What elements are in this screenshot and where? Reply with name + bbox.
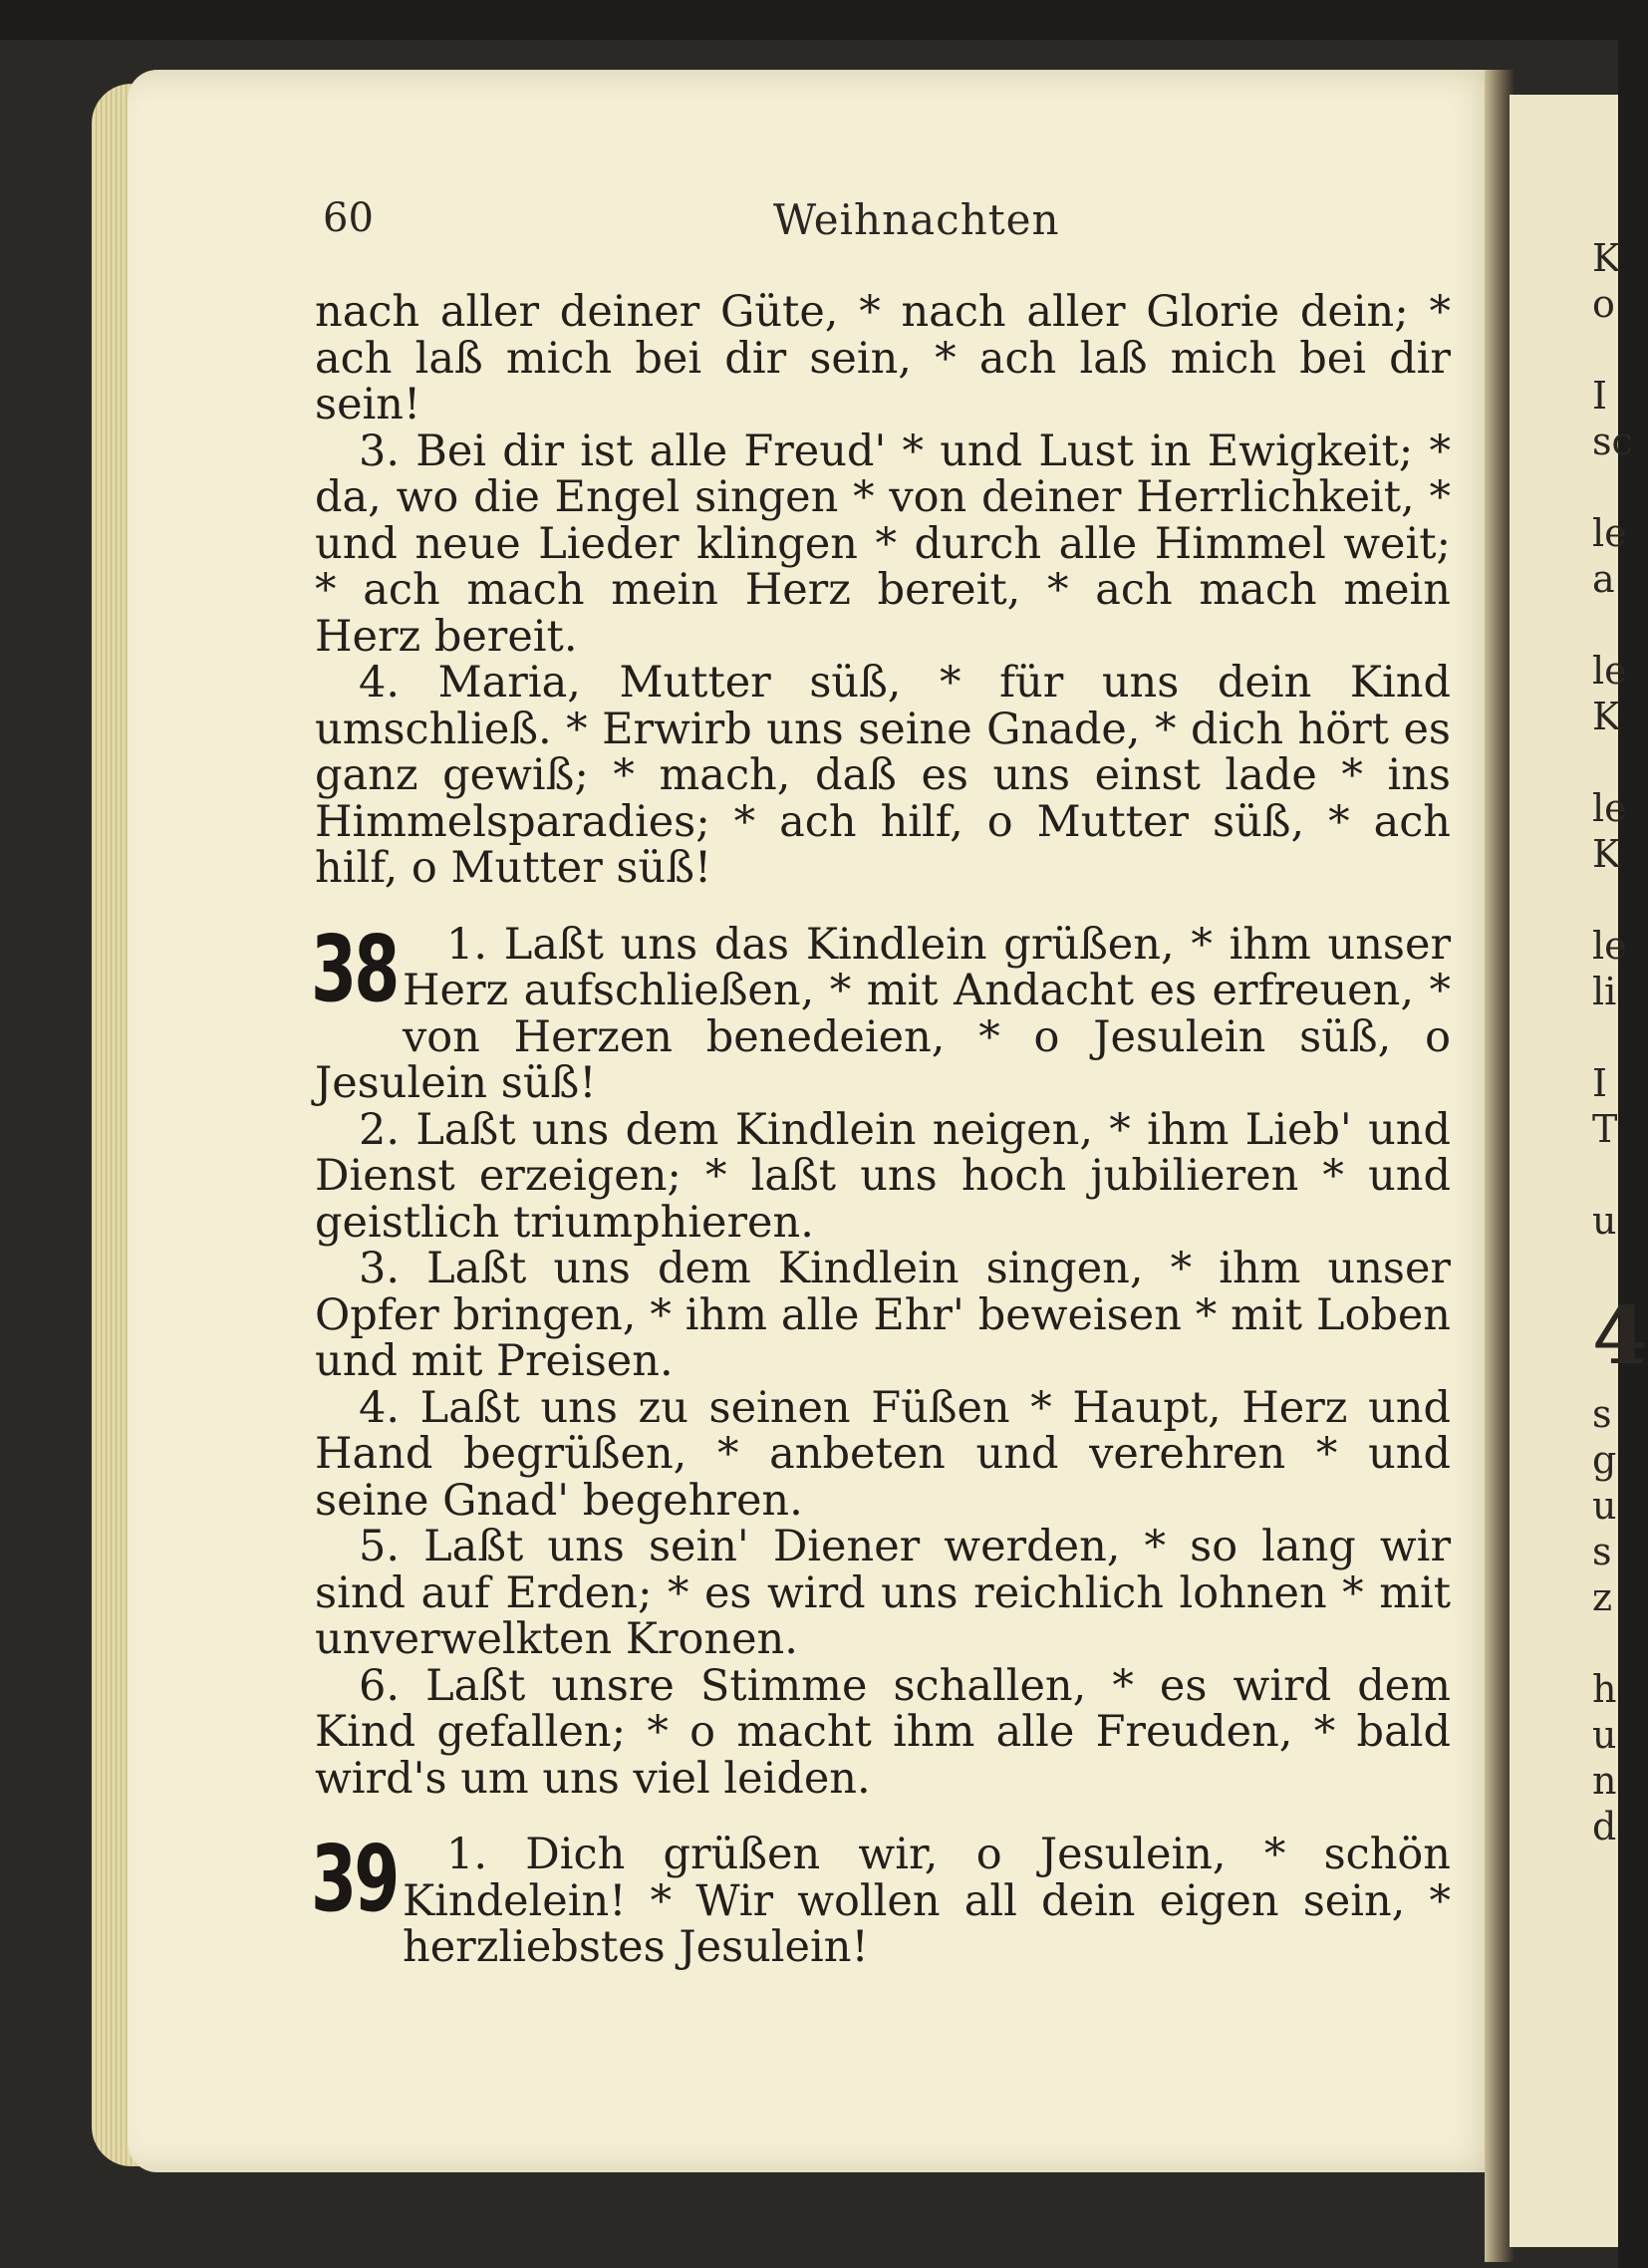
verse: 5. Laßt uns sein' Diener werden, * so lang wir sind auf Erden; * es wird uns reichlich lohnen * mit unverwelkten Kronen.: [315, 1522, 1451, 1664]
next-page-fragment: z: [1592, 1575, 1613, 1619]
next-page-fragment: a: [1592, 557, 1615, 601]
page-header: [315, 195, 1451, 255]
next-page: [1510, 95, 1621, 2247]
next-page-fragment: I: [1592, 374, 1608, 418]
verse: 6. Laßt unsre Stimme schallen, * es wird dem Kind gefallen; * o macht ihm alle Freuden, * bald wird's um uns viel leiden.: [315, 1660, 1451, 1804]
next-page-fragment: o: [1592, 282, 1615, 326]
page-number: 60: [323, 195, 374, 241]
next-page-fragment: g: [1592, 1438, 1617, 1482]
hymn-number: 38: [311, 915, 398, 1022]
verse: 3. Laßt uns dem Kindlein singen, * ihm unser Opfer bringen, * ihm alle Ehr' beweisen * mit Loben und mit Preisen.: [315, 1244, 1451, 1386]
next-page-fragment: h: [1592, 1667, 1617, 1711]
next-page-fragment: le: [1592, 786, 1627, 830]
verse-continuation: nach aller deiner Güte, * nach aller Glorie dein; * ach laß mich bei dir sein, * ach laß mich bei dir sein!: [315, 287, 1451, 429]
hymn-39: [311, 1826, 1451, 1972]
next-page-fragment: u: [1592, 1713, 1617, 1757]
next-page-fragment: li: [1592, 970, 1617, 1013]
verse: 1. Laßt uns das Kindlein grüßen, * ihm unser Herz aufschließen, * mit Andacht es erfreuen, * von Herzen benedeien, * o Jesulein süß, o Jesulein süß!: [315, 919, 1451, 1108]
next-page-fragment: le: [1592, 649, 1627, 693]
verse: 1. Dich grüßen wir, o Jesulein, * schön Kindelein! * Wir wollen all dein eigen sein, * herzliebstes Jesulein!: [403, 1830, 1451, 1972]
next-page-fragment: K: [1592, 832, 1621, 876]
next-page-fragment: s: [1592, 1530, 1612, 1573]
hymn-38: [311, 915, 1451, 1804]
verse: 4. Laßt uns zu seinen Füßen * Haupt, Herz und Hand begrüßen, * anbeten und verehren * und seine Gnad' begehren.: [315, 1382, 1451, 1526]
verse: 4. Maria, Mutter süß, * für uns dein Kind umschließ. * Erwirb uns seine Gnade, * dich hört es ganz gewiß; * mach, daß es uns einst lade * ins Himmelsparadies; * ach hilf, o Mutter süß, * ach hilf, o Mutter süß!: [315, 658, 1451, 893]
hymn-number: 39: [311, 1826, 398, 1932]
next-page-fragment: u: [1592, 1199, 1617, 1243]
next-page-fragment: le: [1592, 511, 1627, 555]
next-page-fragment: K: [1592, 236, 1621, 280]
next-page-fragment: d: [1592, 1805, 1617, 1848]
next-page-fragment: n: [1592, 1759, 1617, 1803]
page-content: [311, 287, 1451, 1972]
verse: 3. Bei dir ist alle Freud' * und Lust in Ewigkeit; * da, wo die Engel singen * von deiner Herrlichkeit, * und neue Lieder klingen * durch alle Himmel weit; * ach mach mein Herz bereit, * ach mach mein Herz bereit.: [315, 425, 1451, 662]
next-page-fragment: s: [1592, 1392, 1612, 1436]
next-page-fragment: K: [1592, 695, 1621, 738]
running-title: Weihnachten: [773, 195, 1060, 244]
next-page-fragment: T: [1592, 1107, 1618, 1151]
next-page-fragment: le: [1592, 924, 1627, 968]
next-page-fragment: I: [1592, 1061, 1608, 1105]
next-page-fragment: sc: [1592, 420, 1633, 463]
next-page-fragment: u: [1592, 1484, 1617, 1528]
next-page-fragment: 4: [1592, 1288, 1648, 1382]
verse: 2. Laßt uns dem Kindlein neigen, * ihm Lieb' und Dienst erzeigen; * laßt uns hoch jubilieren * und geistlich triumphieren.: [315, 1104, 1451, 1248]
